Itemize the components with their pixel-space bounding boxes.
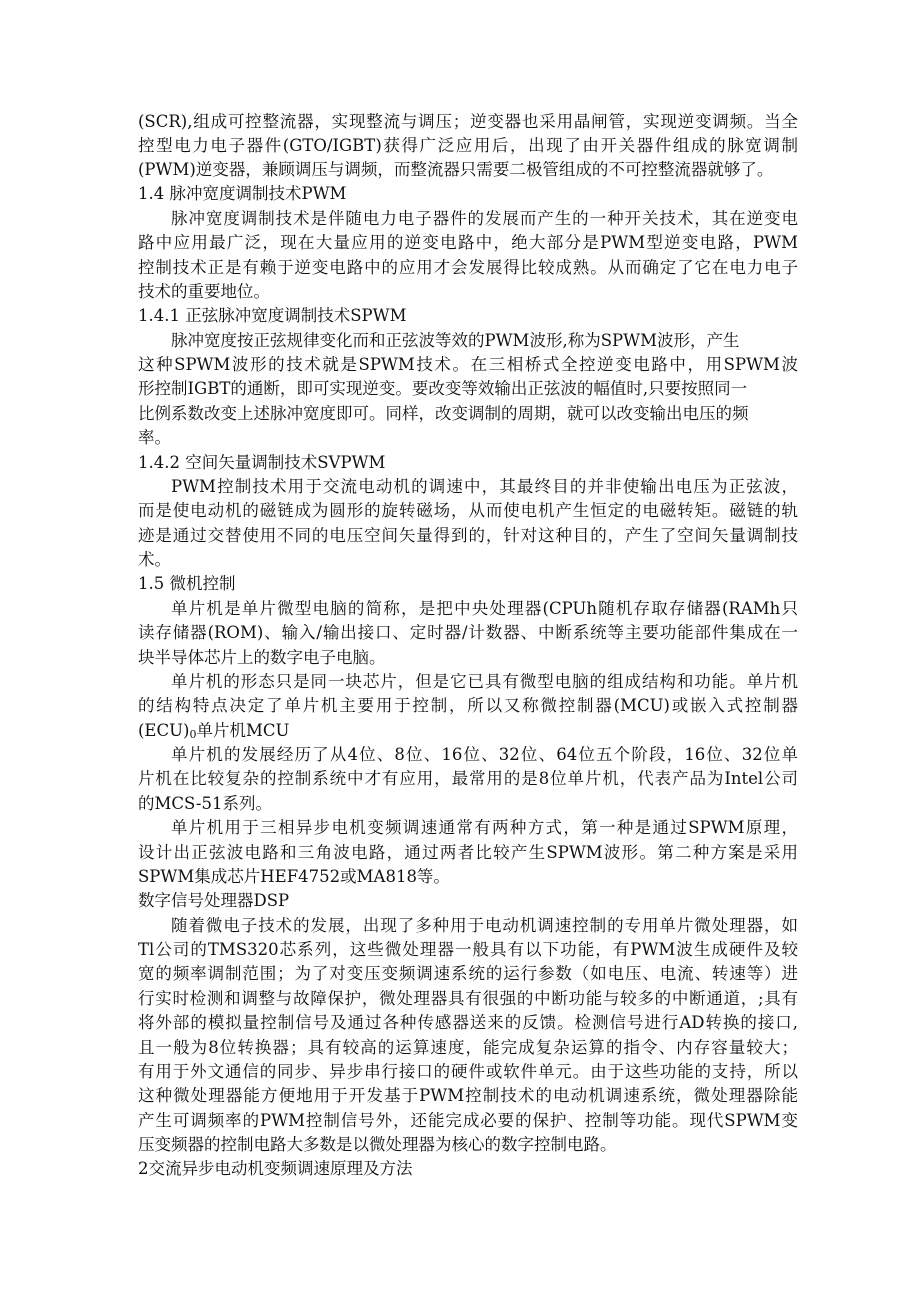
text-line: 形控制IGBT的通断，即可实现逆变。要改变等效输出正弦波的幅值时,只要按照同一 (138, 379, 748, 398)
text-line: 随着微电子技术的发展，出现了多种用于电动机调速控制的专用单片微处理器，如 (171, 916, 798, 935)
subscript: 0 (189, 728, 197, 741)
text-line: 的MCS-51系列。 (138, 794, 272, 813)
text-line: 单片机用于三相异步电机变频调速通常有两种方式，第一种是通过SPWM原理， (171, 818, 798, 837)
text-line: 单片机的发展经历了从4位、8位、16位、32位、64位五个阶段，16位、32位单 (171, 745, 798, 764)
text-line: 行实时检测和调整与故障保护，微处理器具有很强的中断功能与较多的中断通道，;具有 (138, 989, 798, 1008)
text-line: 单片机的形态只是同一块芯片，但是它已具有微型电脑的组成结构和功能。单片机 (171, 672, 798, 691)
text-line: 产生可调频率的PWM控制信号外，还能完成必要的保护、控制等功能。现代SPWM变 (138, 1111, 798, 1130)
text-line: 这种微处理器能方便地用于开发基于PWM控制技术的电动机调速系统，微处理器除能 (138, 1086, 798, 1105)
text-line: 比例系数改变上述脉冲宽度即可。同样，改变调制的周期，就可以改变输出电压的频 (138, 404, 749, 423)
text-line: 迹是通过交替使用不同的电压空间矢量得到的，针对这种目的，产生了空间矢量调制技 (138, 526, 798, 545)
text-line: 读存储器(ROM)、输入/输出接口、定时器/计数器、中断系统等主要功能部件集成在一 (138, 623, 798, 642)
text-line: 单片机是单片微型电脑的简称，是把中央处理器(CPUh随机存取存储器(RAMh只 (171, 599, 798, 618)
text-line (138, 719, 798, 743)
text-span: 单片机MCU (196, 721, 290, 740)
text-line: 控制技术正是有赖于逆变电路中的应用才会发展得比较成熟。从而确定了它在电力电子 (138, 258, 798, 277)
text-line: 路中应用最广泛，现在大量应用的逆变电路中，绝大部分是PWM型逆变电路，PWM (138, 233, 798, 252)
text-line: 控型电力电子器件(GTO/IGBT)获得广泛应用后，出现了由开关器件组成的脉宽调制 (138, 136, 798, 155)
text-line: 率。 (138, 428, 171, 447)
section-heading-1-5: 1.5 微机控制 (138, 574, 236, 593)
text-line: 压变频器的控制电路大多数是以微处理器为核心的数字控制电路。 (138, 1135, 617, 1154)
text-line: PWM控制技术用于交流电动机的调速中，其最终目的并非使输出电压为正弦波， (171, 477, 798, 496)
text-line: SPWM集成芯片HEF4752或MA818等。 (138, 867, 450, 886)
text-line: 块半导体芯片上的数字电子电脑。 (138, 648, 386, 667)
text-line: 技术的重要地位。 (138, 282, 270, 301)
text-line: 脉冲宽度按正弦规律变化而和正弦波等效的PWM波形,称为SPWM波形，产生 (171, 331, 740, 350)
text-line: 将外部的模拟量控制信号及通过各种传感器送来的反馈。检测信号进行AD转换的接口, (138, 1013, 798, 1032)
text-span: (ECU) (138, 721, 190, 740)
section-heading-2: 2交流异步电动机变频调速原理及方法 (138, 1159, 413, 1178)
text-line: (SCR),组成可控整流器，实现整流与调压；逆变器也采用晶闸管，实现逆变调频。当全 (138, 112, 798, 131)
text-line: 设计出正弦波电路和三角波电路，通过两者比较产生SPWM波形。第二种方案是采用 (138, 843, 798, 862)
text-line: (PWM)逆变器，兼顾调压与调频，而整流器只需要二极管组成的不可控整流器就够了。 (138, 160, 774, 179)
text-line: Tl公司的TMS320芯系列，这些微处理器一般具有以下功能，有PWM波生成硬件及较 (138, 940, 798, 959)
section-heading-1-4-1: 1.4.1 正弦脉冲宽度调制技术SPWM (138, 306, 407, 325)
text-line: 的结构特点决定了单片机主要用于控制，所以又称微控制器(MCU)或嵌入式控制器 (138, 696, 798, 715)
text-line: 宽的频率调制范围；为了对变压变频调速系统的运行参数（如电压、电流、转速等）进 (138, 964, 798, 983)
section-heading-dsp: 数字信号处理器DSP (138, 891, 290, 910)
text-line: 这种SPWM波形的技术就是SPWM技术。在三相桥式全控逆变电路中，用SPWM波 (138, 355, 798, 374)
section-heading-1-4-2: 1.4.2 空间矢量调制技术SVPWM (138, 453, 386, 472)
text-line: 片机在比较复杂的控制系统中才有应用，最常用的是8位单片机，代表产品为Intel公司 (138, 769, 798, 788)
section-heading-1-4: 1.4 脉冲宽度调制技术PWM (138, 184, 347, 203)
text-line: 而是使电动机的磁链成为圆形的旋转磁场，从而使电机产生恒定的电磁转矩。磁链的轨 (138, 501, 798, 520)
text-line: 且一般为8位转换器；具有较高的运算速度，能完成复杂运算的指令、内存容量较大； (138, 1038, 798, 1057)
text-line: 术。 (138, 550, 171, 569)
text-line: 脉冲宽度调制技术是伴随电力电子器件的发展而产生的一种开关技术，其在逆变电 (171, 209, 798, 228)
text-line: 有用于外文通信的同步、异步串行接口的硬件或软件单元。由于这些功能的支持，所以 (138, 1062, 798, 1081)
